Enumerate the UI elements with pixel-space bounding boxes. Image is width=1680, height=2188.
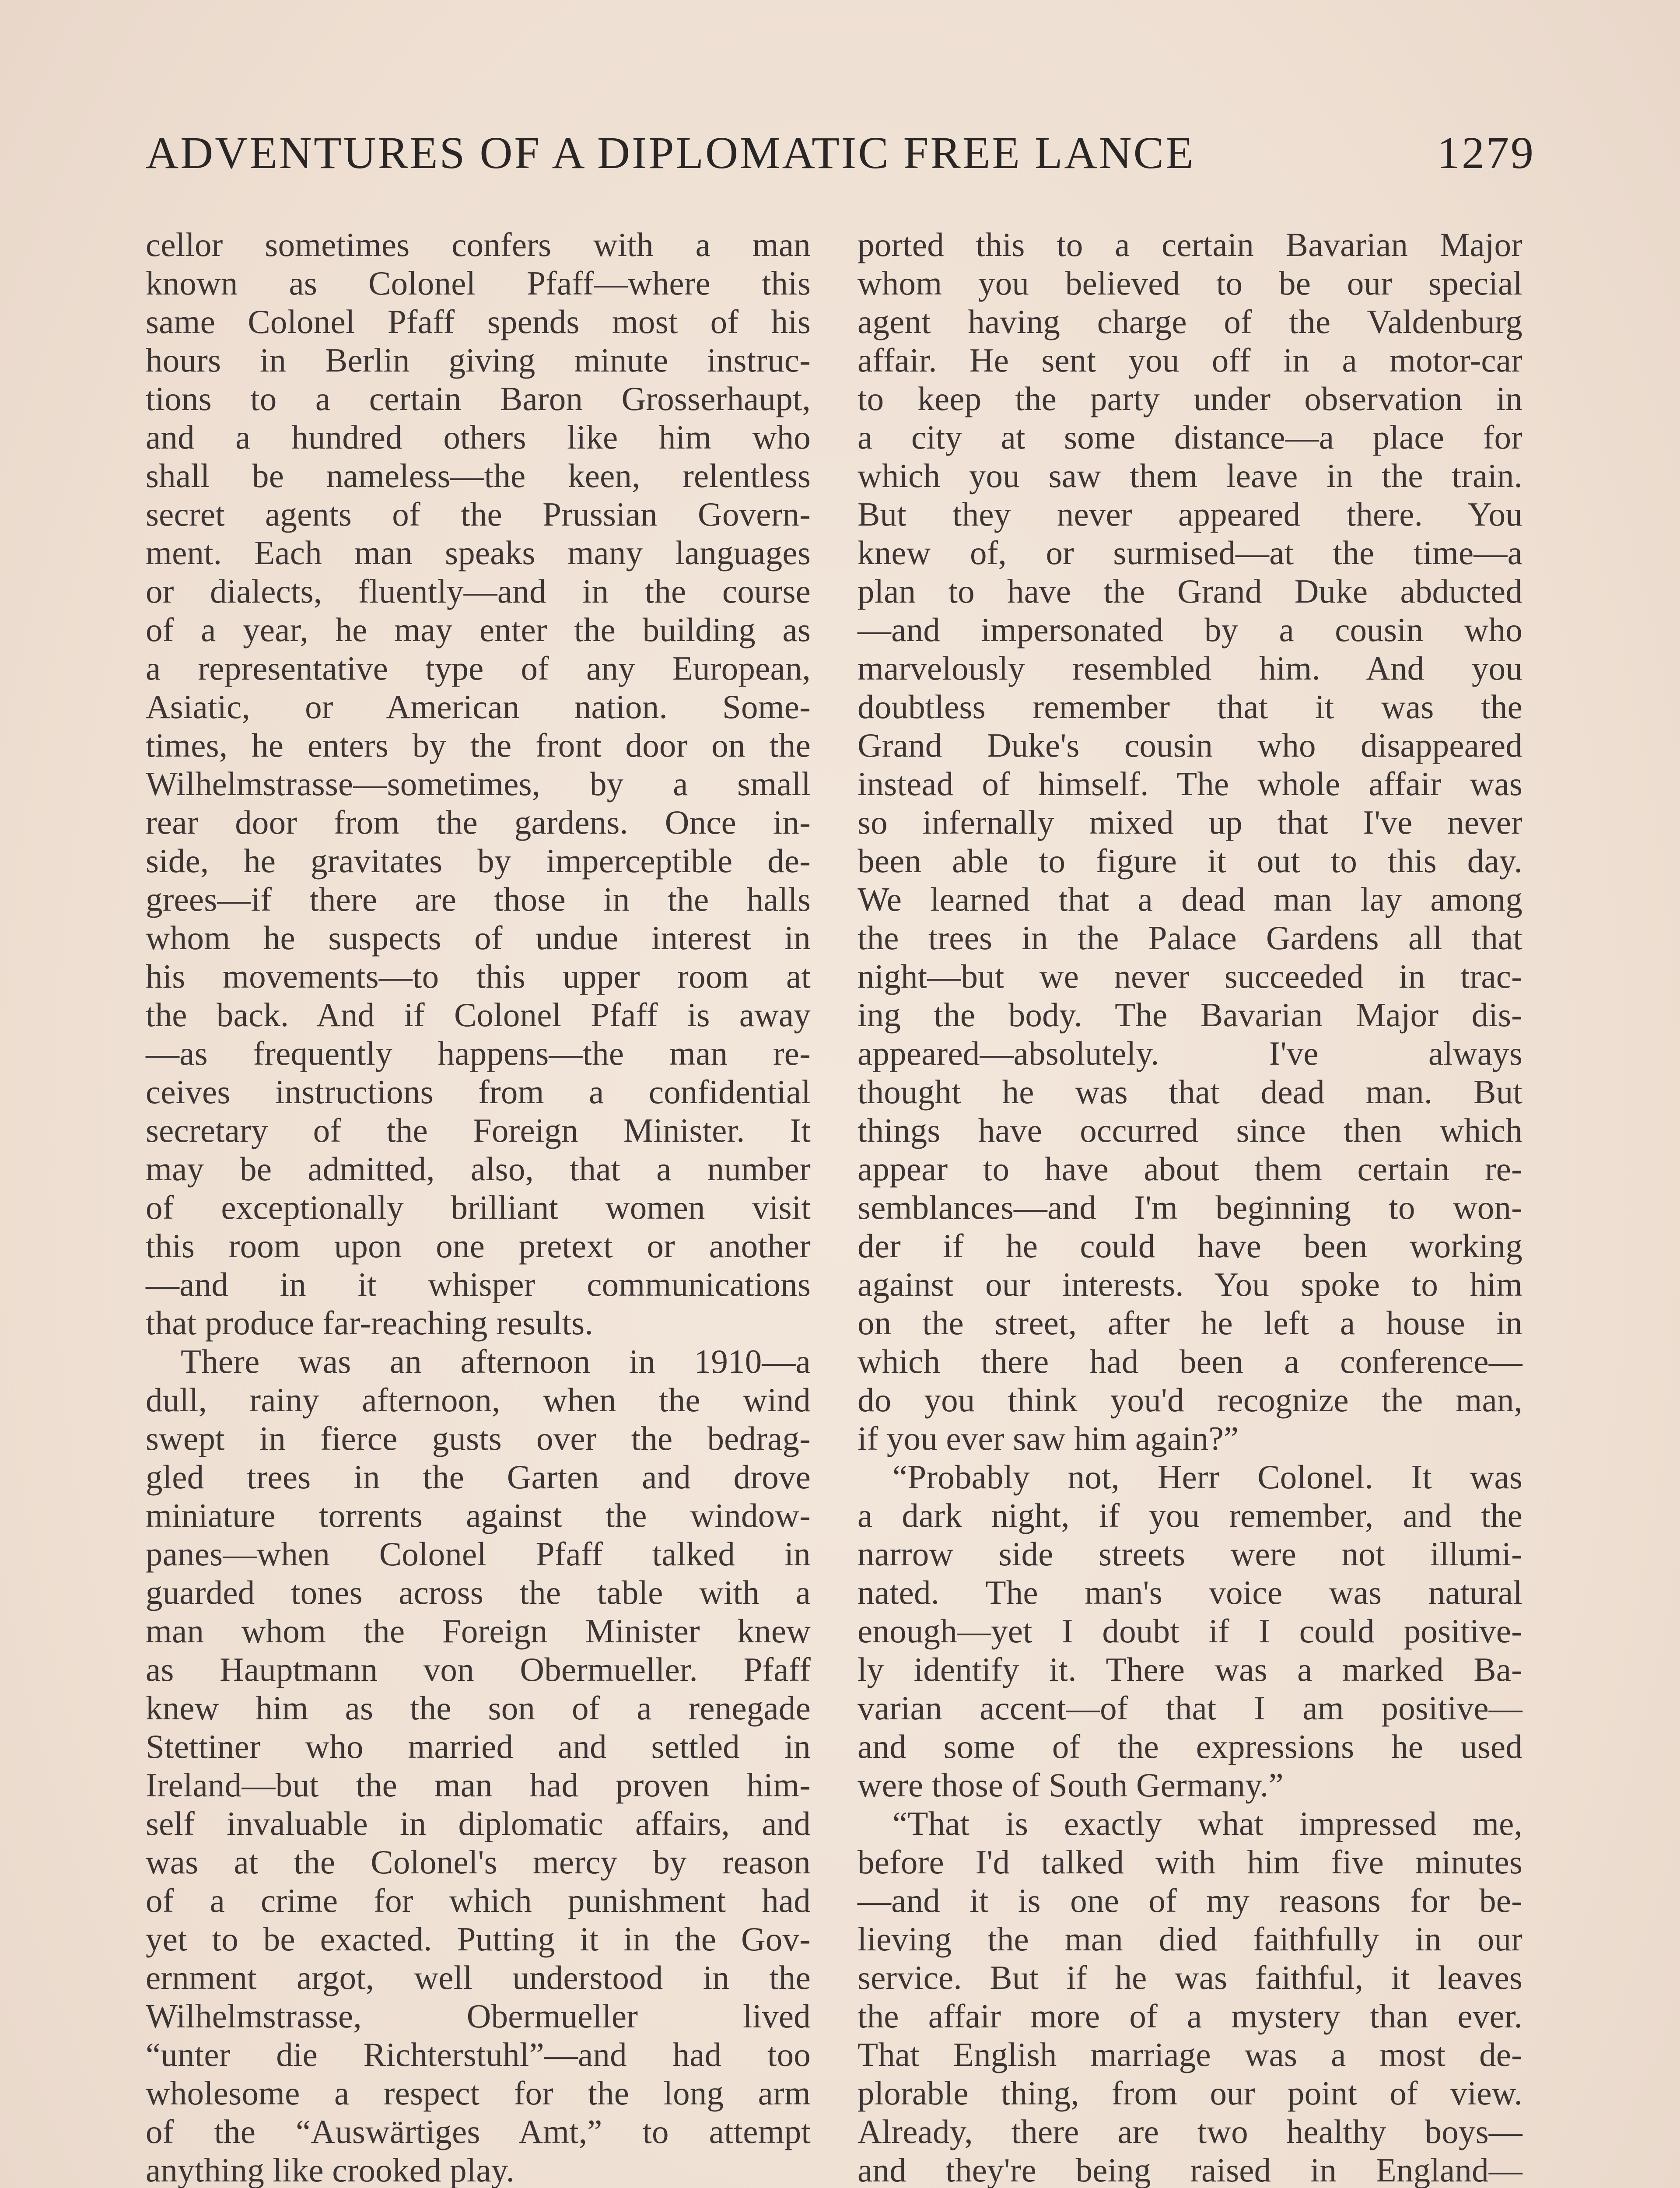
text-line: side, he gravitates by imperceptible de-: [146, 842, 811, 880]
text-line: ment. Each man speaks many languages: [146, 534, 811, 572]
text-line: That English marriage was a most de-: [858, 2036, 1522, 2073]
text-line: enough—yet I doubt if I could positive-: [858, 1612, 1522, 1650]
text-column-right: [858, 225, 1522, 2188]
text-line: ernment argot, well understood in the: [146, 1959, 811, 1996]
text-line: ceives instructions from a confidential: [146, 1073, 811, 1111]
text-line: guarded tones across the table with a: [146, 1574, 811, 1611]
text-line: self invaluable in diplomatic affairs, and: [146, 1805, 811, 1842]
text-line: Wilhelmstrasse, Obermueller lived: [146, 1997, 811, 2035]
text-line: things have occurred since then which: [858, 1112, 1522, 1149]
text-line: so infernally mixed up that I've never: [858, 803, 1522, 841]
text-line: Ireland—but the man had proven him-: [146, 1766, 811, 1804]
text-line: and a hundred others like him who: [146, 418, 811, 456]
text-line: appeared—absolutely. I've always: [858, 1034, 1522, 1072]
text-line: thought he was that dead man. But: [858, 1073, 1522, 1111]
text-line: known as Colonel Pfaff—where this: [146, 264, 811, 302]
text-line: agent having charge of the Valdenburg: [858, 303, 1522, 340]
text-line: ly identify it. There was a marked Ba-: [858, 1651, 1522, 1688]
text-line: and some of the expressions he used: [858, 1728, 1522, 1765]
running-header: [146, 127, 1535, 193]
text-line: whom you believed to be our special: [858, 264, 1522, 302]
text-line: as Hauptmann von Obermueller. Pfaff: [146, 1651, 811, 1688]
text-line: man whom the Foreign Minister knew: [146, 1612, 811, 1650]
text-line: miniature torrents against the window-: [146, 1497, 811, 1534]
text-line: night—but we never succeeded in trac-: [858, 957, 1522, 995]
text-line: —and it is one of my reasons for be-: [858, 1882, 1522, 1919]
text-line: anything like crooked play.: [146, 2151, 514, 2188]
text-line: There was an afternoon in 1910—a: [181, 1343, 811, 1380]
text-line: that produce far-reaching results.: [146, 1304, 593, 1342]
text-line: gled trees in the Garten and drove: [146, 1458, 811, 1496]
text-line: —and in it whisper communications: [146, 1266, 811, 1303]
page-number: 1279: [1437, 128, 1535, 178]
text-line: doubtless remember that it was the: [858, 688, 1522, 726]
text-line: a dark night, if you remember, and the: [858, 1497, 1522, 1534]
text-line: plorable thing, from our point of view.: [858, 2074, 1522, 2112]
text-line: lieving the man died faithfully in our: [858, 1920, 1522, 1958]
text-line: narrow side streets were not illumi-: [858, 1535, 1522, 1573]
text-line: been able to figure it out to this day.: [858, 842, 1522, 880]
text-line: service. But if he was faithful, it leaves: [858, 1959, 1522, 1996]
text-line: “That is exactly what impressed me,: [892, 1805, 1522, 1842]
text-line: which you saw them leave in the train.: [858, 457, 1522, 494]
text-line: —and impersonated by a cousin who: [858, 611, 1522, 649]
text-line: which there had been a conference—: [858, 1343, 1522, 1380]
text-line: But they never appeared there. You: [858, 495, 1522, 533]
text-line: may be admitted, also, that a number: [146, 1150, 811, 1188]
text-line: knew of, or surmised—at the time—a: [858, 534, 1522, 572]
text-line: and they're being raised in England—: [858, 2151, 1522, 2188]
text-line: swept in fierce gusts over the bedrag-: [146, 1420, 811, 1457]
text-line: same Colonel Pfaff spends most of his: [146, 303, 811, 340]
text-line: was at the Colonel's mercy by reason: [146, 1843, 811, 1881]
text-line: appear to have about them certain re-: [858, 1150, 1522, 1188]
text-line: to keep the party under observation in: [858, 380, 1522, 417]
text-line: marvelously resembled him. And you: [858, 649, 1522, 687]
text-line: times, he enters by the front door on the: [146, 726, 811, 764]
text-line: Wilhelmstrasse—sometimes, by a small: [146, 765, 811, 803]
text-line: tions to a certain Baron Grosserhaupt,: [146, 380, 811, 417]
text-line: panes—when Colonel Pfaff talked in: [146, 1535, 811, 1573]
text-line: Grand Duke's cousin who disappeared: [858, 726, 1522, 764]
text-line: We learned that a dead man lay among: [858, 880, 1522, 918]
text-line: his movements—to this upper room at: [146, 957, 811, 995]
text-line: rear door from the gardens. Once in-: [146, 803, 811, 841]
text-line: against our interests. You spoke to him: [858, 1266, 1522, 1303]
text-line: of the “Auswärtiges Amt,” to attempt: [146, 2113, 811, 2150]
text-line: knew him as the son of a renegade: [146, 1689, 811, 1727]
text-line: secret agents of the Prussian Govern-: [146, 495, 811, 533]
text-line: cellor sometimes confers with a man: [146, 226, 811, 263]
text-line: yet to be exacted. Putting it in the Gov-: [146, 1920, 811, 1958]
text-line: dull, rainy afternoon, when the wind: [146, 1381, 811, 1419]
text-line: varian accent—of that I am positive—: [858, 1689, 1522, 1727]
text-line: if you ever saw him again?”: [858, 1420, 1239, 1457]
text-line: “Probably not, Herr Colonel. It was: [892, 1458, 1522, 1496]
text-line: of a crime for which punishment had: [146, 1882, 811, 1919]
text-line: on the street, after he left a house in: [858, 1304, 1522, 1342]
text-line: Stettiner who married and settled in: [146, 1728, 811, 1765]
text-line: or dialects, fluently—and in the course: [146, 572, 811, 610]
text-line: do you think you'd recognize the man,: [858, 1381, 1522, 1419]
text-line: plan to have the Grand Duke abducted: [858, 572, 1522, 610]
text-line: nated. The man's voice was natural: [858, 1574, 1522, 1611]
text-line: “unter die Richterstuhl”—and had too: [146, 2036, 811, 2073]
text-line: der if he could have been working: [858, 1227, 1522, 1265]
text-line: affair. He sent you off in a motor-car: [858, 341, 1522, 379]
text-line: whom he suspects of undue interest in: [146, 919, 811, 957]
text-line: the affair more of a mystery than ever.: [858, 1997, 1522, 2035]
text-line: Asiatic, or American nation. Some-: [146, 688, 811, 726]
text-line: of a year, he may enter the building as: [146, 611, 811, 649]
text-line: were those of South Germany.”: [858, 1766, 1284, 1804]
text-line: grees—if there are those in the halls: [146, 880, 811, 918]
text-column-left: [146, 225, 811, 2188]
text-line: shall be nameless—the keen, relentless: [146, 457, 811, 494]
text-line: of exceptionally brilliant women visit: [146, 1189, 811, 1226]
text-line: ported this to a certain Bavarian Major: [858, 226, 1522, 263]
text-line: instead of himself. The whole affair was: [858, 765, 1522, 803]
text-line: the back. And if Colonel Pfaff is away: [146, 996, 811, 1034]
text-line: the trees in the Palace Gardens all that: [858, 919, 1522, 957]
text-line: before I'd talked with him five minutes: [858, 1843, 1522, 1881]
text-line: a representative type of any European,: [146, 649, 811, 687]
text-line: secretary of the Foreign Minister. It: [146, 1112, 811, 1149]
text-line: a city at some distance—a place for: [858, 418, 1522, 456]
text-line: wholesome a respect for the long arm: [146, 2074, 811, 2112]
text-line: hours in Berlin giving minute instruc-: [146, 341, 811, 379]
text-line: this room upon one pretext or another: [146, 1227, 811, 1265]
text-line: —as frequently happens—the man re-: [146, 1034, 811, 1072]
text-line: Already, there are two healthy boys—: [858, 2113, 1522, 2150]
text-line: semblances—and I'm beginning to won-: [858, 1189, 1522, 1226]
running-title: ADVENTURES OF A DIPLOMATIC FREE LANCE: [146, 128, 1195, 178]
text-line: ing the body. The Bavarian Major dis-: [858, 996, 1522, 1034]
